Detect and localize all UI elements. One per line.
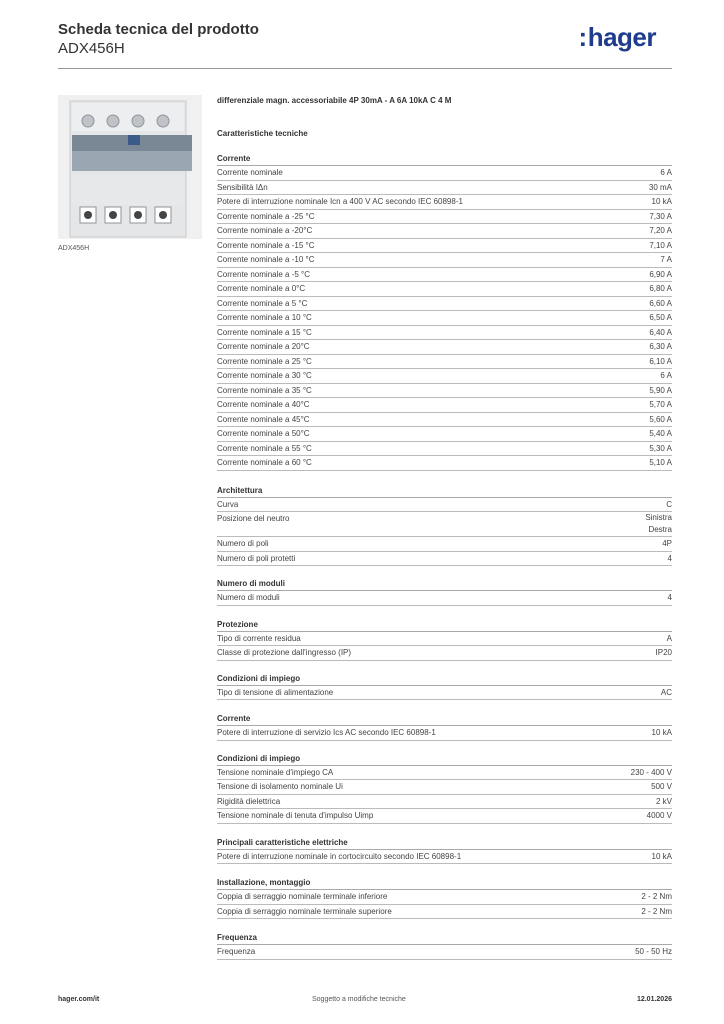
spec-row bbox=[217, 224, 672, 239]
spec-label: Potere di interruzione nominale in cortocircuito secondo IEC 60898-1 bbox=[217, 851, 462, 861]
spec-row bbox=[217, 181, 672, 196]
spec-label: Tipo di tensione di alimentazione bbox=[217, 687, 334, 697]
product-code: ADX456H bbox=[58, 40, 125, 57]
spec-value: 4 bbox=[667, 553, 672, 563]
spec-value: 2 kV bbox=[655, 796, 672, 806]
spec-label: Corrente nominale a 60 °C bbox=[217, 458, 312, 467]
spec-label: Corrente nominale a 5 °C bbox=[217, 298, 308, 308]
spec-row bbox=[217, 537, 672, 552]
spec-label: Corrente nominale a 40°C bbox=[217, 400, 310, 409]
spec-row bbox=[217, 253, 672, 268]
spec-value: A bbox=[666, 633, 672, 643]
spec-value: 6,30 A bbox=[649, 342, 672, 351]
spec-value: 500 V bbox=[651, 782, 672, 791]
spec-value: 6,60 A bbox=[649, 298, 672, 308]
group-title: Condizioni di impiego bbox=[217, 673, 672, 686]
footer-date: 12.01.2026 bbox=[636, 996, 672, 1003]
spec-label: Tensione nominale di tenuta d'impulso Uimp bbox=[217, 811, 374, 820]
spec-row bbox=[217, 456, 672, 471]
spec-row bbox=[217, 795, 672, 810]
spec-label: Potere di interruzione di servizio Ics AC secondo IEC 60898-1 bbox=[217, 728, 436, 737]
spec-label: Frequenza bbox=[217, 947, 256, 956]
footer-notice: Soggetto a modifiche tecniche bbox=[312, 996, 406, 1003]
product-description: differenziale magn. accessoriabile 4P 30mA - A 6A 10kA C 4 M bbox=[217, 96, 452, 105]
spec-value: 5,40 A bbox=[649, 429, 672, 438]
footer-website: hager.com/it bbox=[58, 996, 100, 1003]
spec-group bbox=[217, 837, 672, 865]
spec-groups bbox=[217, 153, 672, 960]
spec-value: 30 mA bbox=[648, 182, 672, 192]
spec-label: Posizione del neutro bbox=[217, 514, 290, 523]
spec-label: Corrente nominale a 15 °C bbox=[217, 327, 312, 337]
spec-row bbox=[217, 780, 672, 795]
group-title: Numero di moduli bbox=[217, 578, 672, 591]
spec-row bbox=[217, 632, 672, 647]
hager-logo: :hager bbox=[578, 22, 656, 52]
product-image bbox=[58, 95, 202, 239]
spec-label: Sensibilità IΔn bbox=[217, 182, 268, 192]
spec-value: 10 kA bbox=[651, 851, 672, 861]
spec-label: Corrente nominale a 20°C bbox=[217, 342, 310, 351]
spec-row bbox=[217, 552, 672, 567]
spec-row bbox=[217, 850, 672, 865]
spec-value: AC bbox=[660, 687, 672, 697]
spec-value: 5,30 A bbox=[649, 443, 672, 453]
spec-label: Corrente nominale bbox=[217, 168, 283, 177]
spec-group bbox=[217, 713, 672, 741]
spec-value: 4 bbox=[667, 593, 672, 602]
spec-content bbox=[217, 96, 672, 960]
spec-group bbox=[217, 753, 672, 824]
spec-row bbox=[217, 384, 672, 399]
spec-value: 6,80 A bbox=[649, 284, 672, 293]
spec-row bbox=[217, 646, 672, 661]
spec-group bbox=[217, 877, 672, 919]
group-title: Corrente bbox=[217, 153, 672, 166]
spec-label: Corrente nominale a 25 °C bbox=[217, 356, 312, 366]
spec-label: Potere di interruzione nominale Icn a 400 V AC secondo IEC 60898-1 bbox=[217, 197, 463, 206]
spec-value-line: Destra bbox=[648, 525, 672, 534]
spec-row bbox=[217, 326, 672, 341]
spec-row bbox=[217, 195, 672, 210]
spec-row bbox=[217, 413, 672, 428]
spec-value: 10 kA bbox=[651, 197, 672, 206]
spec-label: Corrente nominale a 45°C bbox=[217, 414, 310, 424]
spec-value: 6,50 A bbox=[649, 313, 672, 322]
spec-label: Coppia di serraggio nominale terminale superiore bbox=[217, 906, 392, 916]
spec-label: Numero di poli bbox=[217, 539, 269, 548]
spec-label: Corrente nominale a -15 °C bbox=[217, 240, 315, 250]
spec-group bbox=[217, 932, 672, 960]
spec-row bbox=[217, 686, 672, 701]
spec-label: Classe di protezione dall'ingresso (IP) bbox=[217, 648, 352, 657]
spec-value: 4P bbox=[662, 539, 672, 548]
spec-value: 6 A bbox=[660, 168, 672, 177]
spec-value: 6,90 A bbox=[649, 269, 672, 279]
spec-value: 6,10 A bbox=[649, 356, 672, 366]
spec-row bbox=[217, 239, 672, 254]
spec-value: 4000 V bbox=[646, 811, 672, 820]
spec-label: Corrente nominale a 50°C bbox=[217, 429, 310, 438]
page-header bbox=[58, 20, 672, 70]
spec-label: Numero di poli protetti bbox=[217, 553, 296, 563]
header-divider bbox=[58, 68, 672, 69]
group-title: Architettura bbox=[217, 485, 672, 498]
spec-value: IP20 bbox=[655, 648, 672, 657]
spec-value: 230 - 400 V bbox=[630, 767, 672, 777]
spec-row bbox=[217, 427, 672, 442]
spec-row bbox=[217, 890, 672, 905]
spec-group bbox=[217, 619, 672, 661]
spec-group bbox=[217, 673, 672, 701]
spec-row bbox=[217, 282, 672, 297]
spec-label: Corrente nominale a -5 °C bbox=[217, 269, 311, 279]
spec-label: Coppia di serraggio nominale terminale inferiore bbox=[217, 892, 388, 901]
spec-label: Corrente nominale a -20°C bbox=[217, 226, 313, 235]
spec-value: 5,70 A bbox=[649, 400, 672, 409]
spec-value: 7 A bbox=[660, 255, 672, 264]
group-title: Protezione bbox=[217, 619, 672, 632]
spec-value: 6,40 A bbox=[649, 327, 672, 337]
spec-value-line: Sinistra bbox=[645, 513, 672, 522]
spec-row bbox=[217, 340, 672, 355]
group-title: Condizioni di impiego bbox=[217, 753, 672, 766]
spec-value: 2 - 2 Nm bbox=[641, 892, 672, 901]
spec-value: C bbox=[666, 499, 672, 509]
spec-value: 2 - 2 Nm bbox=[641, 906, 672, 916]
spec-row bbox=[217, 210, 672, 225]
spec-row bbox=[217, 268, 672, 283]
spec-label: Numero di moduli bbox=[217, 593, 280, 602]
spec-row bbox=[217, 297, 672, 312]
document-title: Scheda tecnica del prodotto bbox=[58, 21, 259, 38]
spec-value: 10 kA bbox=[651, 728, 672, 737]
spec-row bbox=[217, 311, 672, 326]
spec-row bbox=[217, 166, 672, 181]
spec-row bbox=[217, 369, 672, 384]
spec-value: 6 A bbox=[660, 371, 672, 380]
spec-row bbox=[217, 512, 672, 537]
spec-label: Curva bbox=[217, 499, 239, 509]
spec-value: 7,10 A bbox=[649, 240, 672, 250]
spec-row bbox=[217, 442, 672, 457]
group-title: Frequenza bbox=[217, 932, 672, 945]
spec-row bbox=[217, 809, 672, 824]
group-title: Installazione, montaggio bbox=[217, 877, 672, 890]
spec-group bbox=[217, 578, 672, 606]
spec-label: Tensione di isolamento nominale Ui bbox=[217, 782, 343, 791]
spec-row bbox=[217, 905, 672, 920]
spec-label: Corrente nominale a 55 °C bbox=[217, 443, 312, 453]
spec-group bbox=[217, 485, 672, 567]
spec-value bbox=[645, 512, 672, 536]
spec-value: 7,30 A bbox=[649, 211, 672, 221]
spec-label: Corrente nominale a 0°C bbox=[217, 284, 306, 293]
spec-label: Tipo di corrente residua bbox=[217, 633, 301, 643]
image-caption: ADX456H bbox=[58, 245, 90, 252]
logo-text: hager bbox=[587, 22, 656, 52]
spec-value: 5,10 A bbox=[649, 458, 672, 467]
spec-label: Tensione nominale d'impiego CA bbox=[217, 767, 334, 777]
group-title: Principali caratteristiche elettriche bbox=[217, 837, 672, 850]
section-title: Caratteristiche tecniche bbox=[217, 129, 308, 138]
spec-value: 5,90 A bbox=[649, 385, 672, 395]
spec-value: 50 - 50 Hz bbox=[635, 947, 672, 956]
spec-row bbox=[217, 766, 672, 781]
group-title: Corrente bbox=[217, 713, 672, 726]
spec-row bbox=[217, 726, 672, 741]
spec-label: Corrente nominale a -25 °C bbox=[217, 211, 315, 221]
spec-row bbox=[217, 945, 672, 960]
spec-label: Corrente nominale a 35 °C bbox=[217, 385, 312, 395]
spec-value: 7,20 A bbox=[649, 226, 672, 235]
spec-label: Corrente nominale a -10 °C bbox=[217, 255, 315, 264]
spec-label: Corrente nominale a 10 °C bbox=[217, 313, 312, 322]
circuit-breaker-illustration bbox=[58, 95, 202, 239]
spec-group bbox=[217, 153, 672, 471]
spec-row bbox=[217, 398, 672, 413]
spec-row bbox=[217, 355, 672, 370]
spec-row bbox=[217, 591, 672, 606]
spec-value: 5,60 A bbox=[649, 414, 672, 424]
spec-label: Corrente nominale a 30 °C bbox=[217, 371, 312, 380]
spec-label: Rigidità dielettrica bbox=[217, 796, 281, 806]
spec-row bbox=[217, 498, 672, 513]
